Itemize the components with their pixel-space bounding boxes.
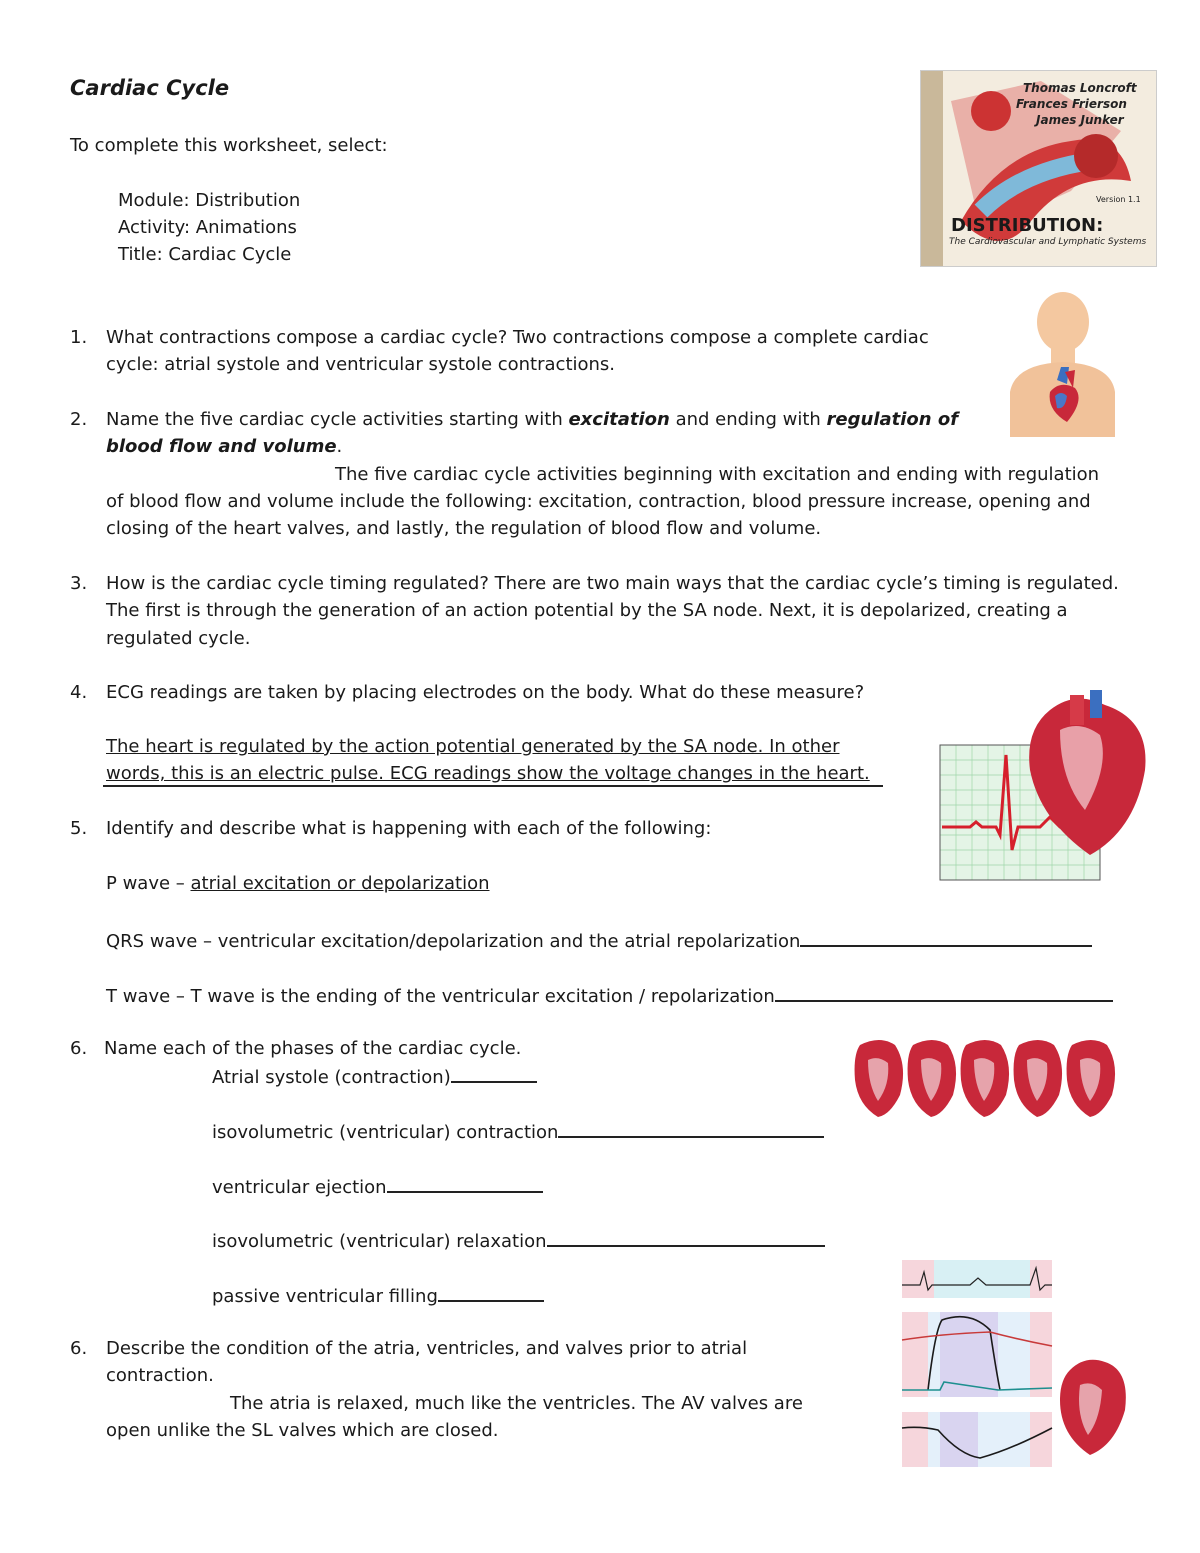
- t-wave-line: [106, 980, 1113, 1010]
- question-2-emphasis-blood-flow: blood flow and volume: [106, 436, 337, 457]
- cover-author-3: James Junker: [1036, 113, 1124, 127]
- phase-5-blank: [438, 1280, 544, 1302]
- selection-title: Title: Cardiac Cycle: [118, 244, 292, 265]
- wiggers-diagram-image: [880, 1250, 1160, 1475]
- question-2-line-2: [106, 433, 342, 460]
- question-7-number: 6.: [70, 1338, 88, 1359]
- phase-2-line: [212, 1116, 824, 1146]
- question-2-line-1: [106, 406, 958, 433]
- ecg-illustration: [900, 690, 1165, 900]
- qrs-wave-line: [106, 925, 1092, 955]
- question-3-line-3: regulated cycle.: [106, 628, 251, 649]
- p-wave-answer: atrial excitation or depolarization: [190, 873, 490, 894]
- torso-heart-image: [1005, 292, 1120, 437]
- question-2-emphasis-regulation: regulation of: [826, 409, 959, 430]
- wiggers-illustration: [880, 1250, 1160, 1475]
- page-title: Cardiac Cycle: [70, 76, 230, 100]
- question-4-answer-line-2: words, this is an electric pulse. ECG readings show the voltage changes in the heart.: [106, 763, 870, 784]
- question-2-answer-line-2: of blood flow and volume include the following: excitation, contraction, blood pressure increase, opening and: [106, 491, 1091, 512]
- ecg-heart-image: [900, 690, 1165, 900]
- phase-1-line: [212, 1061, 537, 1091]
- question-3-line-1: How is the cardiac cycle timing regulated? There are two main ways that the cardiac cycle’s timing is regulated.: [106, 573, 1119, 594]
- phase-3-label: ventricular ejection: [212, 1177, 387, 1198]
- question-2-emphasis-excitation: excitation: [568, 409, 670, 430]
- question-2-answer-line-1: The five cardiac cycle activities beginning with excitation and ending with regulation: [335, 464, 1100, 485]
- phase-3-line: [212, 1171, 543, 1201]
- phase-5-label: passive ventricular filling: [212, 1286, 438, 1307]
- cover-heading: DISTRIBUTION:: [951, 215, 1104, 236]
- qrs-wave-answer: QRS wave – ventricular excitation/depolarization and the atrial repolarization: [106, 931, 801, 952]
- p-wave-line: [106, 870, 490, 897]
- question-4-answer-rule: [103, 785, 883, 787]
- question-2-text-b: and ending with: [669, 409, 827, 430]
- question-5-question: Identify and describe what is happening with each of the following:: [106, 818, 712, 839]
- question-1-line-2: cycle: atrial systole and ventricular systole contractions.: [106, 354, 616, 375]
- question-3-line-2: The first is through the generation of an action potential by the SA node. Next, it is depolarized, creating a: [106, 600, 1068, 621]
- qrs-wave-blank: [800, 925, 1092, 947]
- question-7-answer-line-1: The atria is relaxed, much like the ventricles. The AV valves are: [230, 1393, 803, 1414]
- question-6-question: Name each of the phases of the cardiac cycle.: [104, 1038, 522, 1059]
- question-7-answer-line-2: open unlike the SL valves which are closed.: [106, 1420, 499, 1441]
- phase-1-label: Atrial systole (contraction): [212, 1067, 451, 1088]
- p-wave-label: P wave –: [106, 873, 191, 894]
- cardiac-phases-image: [850, 1035, 1125, 1145]
- phase-4-line: [212, 1225, 825, 1255]
- question-4-question: ECG readings are taken by placing electrodes on the body. What do these measure?: [106, 682, 865, 703]
- question-3-number: 3.: [70, 573, 88, 594]
- question-1-line-1: What contractions compose a cardiac cycle? Two contractions compose a complete cardiac: [106, 327, 929, 348]
- phase-3-blank: [387, 1171, 543, 1193]
- phase-4-label: isovolumetric (ventricular) relaxation: [212, 1231, 547, 1252]
- phase-5-line: [212, 1280, 544, 1310]
- cover-author-2: Frances Frierson: [1016, 97, 1127, 111]
- question-7-line-2: contraction.: [106, 1365, 214, 1386]
- cover-version: Version 1.1: [1096, 195, 1141, 204]
- cover-author-1: Thomas Loncroft: [1023, 81, 1137, 95]
- distribution-cover-image: [920, 70, 1157, 267]
- t-wave-answer: T wave – T wave is the ending of the ventricular excitation / repolarization: [106, 986, 775, 1007]
- question-1-number: 1.: [70, 327, 88, 348]
- question-4-answer-line-1: The heart is regulated by the action potential generated by the SA node. In other: [106, 736, 840, 757]
- torso-illustration: [1005, 292, 1120, 437]
- phase-2-blank: [558, 1116, 824, 1138]
- phase-2-label: isovolumetric (ventricular) contraction: [212, 1122, 559, 1143]
- question-7-line-1: Describe the condition of the atria, ventricles, and valves prior to atrial: [106, 1338, 748, 1359]
- question-6-number: 6.: [70, 1038, 88, 1059]
- intro-text: To complete this worksheet, select:: [70, 135, 388, 156]
- question-5-number: 5.: [70, 818, 88, 839]
- selection-module: Module: Distribution: [118, 190, 301, 211]
- question-4-number: 4.: [70, 682, 88, 703]
- question-2-number: 2.: [70, 409, 88, 430]
- phase-4-blank: [547, 1225, 825, 1247]
- question-2-period: .: [336, 436, 343, 457]
- question-2-text-a: Name the five cardiac cycle activities starting with: [106, 409, 569, 430]
- question-2-answer-line-3: closing of the heart valves, and lastly, the regulation of blood flow and volume.: [106, 518, 822, 539]
- phase-1-blank: [451, 1061, 537, 1083]
- cover-subheading: The Cardiovascular and Lymphatic Systems: [949, 237, 1147, 247]
- t-wave-blank: [775, 980, 1113, 1002]
- selection-activity: Activity: Animations: [118, 217, 297, 238]
- phases-illustration: [850, 1035, 1125, 1145]
